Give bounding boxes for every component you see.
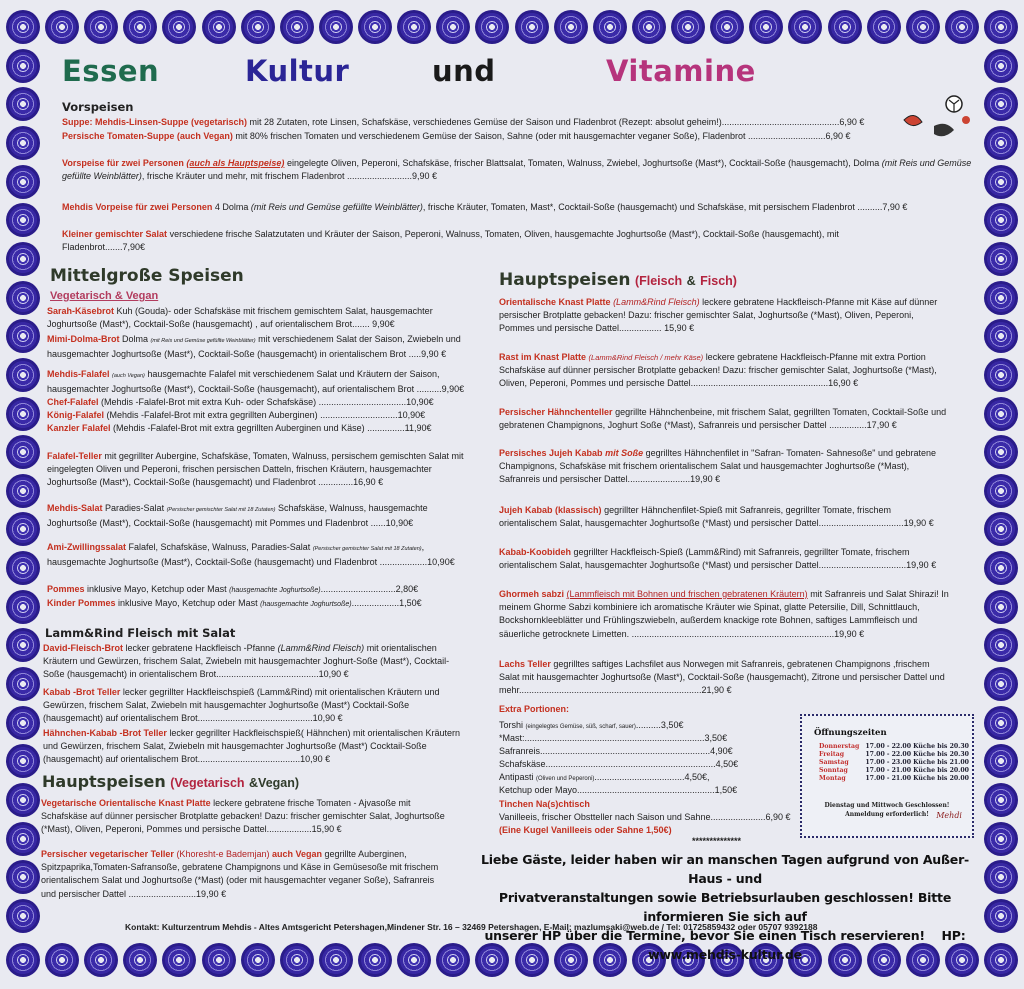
extra-item: Safranreis....................................................................4,90€ [499,746,733,756]
border-rosette-icon [6,474,40,508]
closure-notice [470,850,980,964]
menu-item: David-Fleisch-Brot lecker gebratene Hackfleisch -Pfanne (Lamm&Rind Fleisch) mit orientalischen Kräutern und Gewürzen, frischem Salat, Zwiebeln mit hausgemachter Joghurt-Soße (Mast*), Cocktail-Soße (hausgemacht) in orientalischem Brot.........................................10,90 € [43,643,450,680]
menu-item: Jujeh Kabab (klassisch) gegrillter Hähnchenfilet-Spieß mit Safranreis, gegrillter Tomate, frischem orientalischem Salat, hausgemachter Joghurtsoße (*Mast) und persischer Dattel..................................19,90 € [499,505,934,529]
lamm-rind-heading: Lamm&Rind Fleisch mit Salat [45,626,236,640]
mittelgrosse-speisen-heading: Mittelgroße Speisen [50,266,244,286]
border-rosette-icon [6,628,40,662]
vorspeise-item: Kleiner gemischter Salat verschiedene frische Salatzutaten und Kräuter der Saison, Peperoni, Walnuss, Tomaten, Oliven, hausgemachte Joghurtsoße (Mast*), Cocktail-Soße (hausgemacht), mit Fladenbrot.......7,90€ [62,229,839,253]
border-rosette-icon [436,943,470,977]
border-rosette-icon [6,899,40,933]
border-rosette-icon [984,590,1018,624]
border-rosette-icon [6,860,40,894]
border-rosette-icon [593,10,627,44]
border-rosette-icon [984,474,1018,508]
border-rosette-icon [984,512,1018,546]
border-rosette-icon [984,628,1018,662]
menu-item: Ghormeh sabzi (Lammfleisch mit Bohnen und frischen gebratenen Kräutern) mit Safranreis und Salat Shirazi! In meinem Ghorme Sabzi kombiniere ich aromatische Kräuter wie Spinat, glatte Petersilie, Dill, Schnittlauch, Bockshornkleeblätter und Frühlingszwiebeln, außerdem knackige rote Bohnen, saftiges Lammfleisch und säuerliche getrocknete Limetten. .................................................................................19,90 € [499,589,949,639]
border-rosette-icon [358,10,392,44]
border-rosette-icon [6,281,40,315]
hours-row: Sonntag 17.00 - 21.00 Küche bis 20.00 [819,766,969,774]
border-rosette-icon [984,49,1018,83]
border-rosette-icon [6,319,40,353]
vegetarisch-vegan-subheading: Vegetarisch & Vegan [50,290,159,302]
border-rosette-icon [710,10,744,44]
border-rosette-icon [6,551,40,585]
vorspeise-item: Persische Tomaten-Suppe (auch Vegan) mit 80% frischen Tomaten und verschiedenem Gemüse der Saison, Sahne (oder mit hausgemachter veganer Soße), Fladenbrot ...............................6,90 € [62,131,851,141]
border-rosette-icon [6,49,40,83]
menu-item: König-Falafel (Mehdis -Falafel-Brot mit extra gegrillten Auberginen) ...............................10,90€ [47,410,426,420]
border-rosette-icon [984,783,1018,817]
border-rosette-icon [123,943,157,977]
border-rosette-icon [45,943,79,977]
mascot-drawing-icon [894,90,974,145]
contact-line: Kontakt: Kulturzentrum Mehdis - Altes Amtsgericht Petershagen,Mindener Str. 16 – 32469 Petershagen, E-Mail: mazlumsaki@web.de / Tel: 01725859432 oder 05707 9392188 [125,922,818,932]
border-rosette-icon [984,943,1018,977]
border-rosette-icon [84,10,118,44]
border-rosette-icon [6,783,40,817]
signature: Mehdi [936,811,962,820]
menu-item: Sarah-Käsebrot Kuh (Gouda)- oder Schafskäse mit frischem gemischtem Salat, hausgemachter Joghurtsoße (Mast*), Cocktail-Soße (hausgemacht) , auf orientalischem Brot....... 9,90€ [47,306,433,330]
vorspeise-item: Vorspeise für zwei Personen (auch als Hauptspeise) eingelegte Oliven, Peperoni, Schafskäse, frischer Blattsalat, Tomaten, Walnuss, Zwiebel, Joghurtsoße (Mast*), Cocktail-Soße (hausgemacht), Dolma (mit Reis und Gemüse gefüllte Weinblätter), frische Kräuter und mehr, mit frischem Fladenbrot ..........................9,90 € [62,158,972,182]
border-rosette-icon [671,10,705,44]
border-rosette-icon [436,10,470,44]
border-rosette-icon [6,87,40,121]
border-rosette-icon [397,10,431,44]
dessert-item: Vanilleeis, frischer Obstteller nach Saison und Sahne......................6,90 € [499,812,791,822]
border-rosette-icon [319,943,353,977]
extra-item: *Mast:........................................................................3,50€ [499,733,728,743]
border-rosette-icon [162,943,196,977]
border-rosette-icon [984,10,1018,44]
border-rosette-icon [6,165,40,199]
border-rosette-icon [554,10,588,44]
border-rosette-icon [828,10,862,44]
menu-item: Orientalische Knast Platte (Lamm&Rind Fleisch) leckere gebratene Hackfleisch-Pfanne mit Käse auf dünner persischer Brotplatte gebacken! Dazu: frischer gemischter Salat, Joghurtsoße (*Mast), Oliven, Peperoni, Pommes und persische Dattel................. 15,90 € [499,297,938,334]
title-word-kultur: Kultur [245,54,350,88]
extra-item: Schafskäse....................................................................4,50€ [499,759,739,769]
border-rosette-icon [984,551,1018,585]
extra-item: Torshi (eingelegtes Gemüse, süß, scharf, sauer)..........3,50€ [499,720,684,730]
dessert-note: (Eine Kugel Vanilleeis oder Sahne 1,50€) [499,825,672,835]
dessert-heading: Tinchen Na(s)chtisch [499,799,590,809]
menu-item: Hähnchen-Kabab -Brot Teller lecker gegrillter Hackfleischspieß( Hähnchen) mit orientalischen Kräutern und Gewürzen, frischem Salat, Zwiebeln mit hausgemachter Joghurtsoße (Mast*) Cocktail-Soße (hausgemacht) auf orientalischem Brot.........................................10,90 € [43,728,460,765]
notice-line: Privatveranstaltungen sowie Betriebsurlauben geschlossen! Bitte informieren Sie sich auf [498,890,952,924]
menu-item: Persischer vegetarischer Teller (Khoresht-e Bademjan) auch Vegan gegrillte Auberginen, Spitzpaprika,Tomaten-Safransoße, gebratene Champignons und Käse in Gemüsesoße mit frischem orientalischem Salat und Joghurtsoße (*Mast) (oder mit hausgemachter veganer Soße), Safranreis und persischer Dattel ...........................19,90 € [41,849,439,899]
border-rosette-icon [123,10,157,44]
extra-item: Antipasti (Oliven und Peperoni)....................................4,50€, [499,772,710,782]
border-rosette-icon [6,706,40,740]
opening-hours-table [816,743,972,782]
border-rosette-icon [6,10,40,44]
border-rosette-icon [984,667,1018,701]
hours-row: Freitag 17.00 - 22.00 Küche bis 20.30 [819,751,969,759]
hauptspeisen-fleisch-heading: Hauptspeisen (Fleisch & Fisch) [499,270,737,290]
border-rosette-icon [984,87,1018,121]
menu-item: Kabab -Brot Teller lecker gegrillter Hackfleischspieß (Lamm&Rind) mit orientalischen Kräutern und Gewürzen, frischem Salat, Zwiebeln mit hausgemachter Joghurtsoße (Mast*) Cocktail-Soße (hausgemacht) auf orientalischem Brot..............................................10,90 € [43,687,440,724]
menu-item: Falafel-Teller mit gegrillter Aubergine, Schafskäse, Tomaten, Walnuss, persischem gemischten Salat mit eingelegten Oliven und Peperoni, frischen persischen Datteln, frischen Kräutern, hausgemachter Joghurtsoße (Mast*), Cocktail-Soße (hausgemacht) und Fladenbrot ..............16,90 € [47,451,464,488]
border-rosette-icon [945,10,979,44]
border-rosette-icon [984,899,1018,933]
border-rosette-icon [162,10,196,44]
menu-item: Mehdis-Salat Paradies-Salat (Persischer gemischter Salat mit 18 Zutaten) Schafskäse, Walnuss, hausgemachte Joghurtsoße (Mast*), Cocktail-Soße (hausgemacht) mit Pommes und Fladenbrot ......10,90€ [47,503,428,529]
border-rosette-icon [984,165,1018,199]
border-rosette-icon [906,10,940,44]
border-rosette-icon [984,397,1018,431]
border-rosette-icon [241,10,275,44]
border-rosette-icon [984,126,1018,160]
border-rosette-icon [202,10,236,44]
menu-item: Kabab-Koobideh gegrillter Hackfleisch-Spieß (Lamm&Rind) mit Safranreis, gegrillter Tomate, frischem orientalischem Salat, hausgemachter Joghurtsoße (*Mast) und persischer Dattel...................................19,90 € [499,547,937,571]
border-rosette-icon [984,744,1018,778]
border-rosette-icon [6,435,40,469]
hours-row: Donnerstag 17.00 - 22.00 Küche bis 20.30 [819,743,969,751]
border-rosette-icon [6,126,40,160]
border-rosette-icon [984,242,1018,276]
border-rosette-icon [984,319,1018,353]
border-rosette-icon [984,435,1018,469]
border-rosette-icon [45,10,79,44]
title-word-vitamine: Vitamine [606,54,756,88]
border-rosette-icon [984,358,1018,392]
vorspeise-item: Mehdis Vorpeise für zwei Personen 4 Dolma (mit Reis und Gemüse gefüllte Weinblätter), frische Kräuter, Tomaten, Mast*, Cocktail-Soße (hausgemacht) und Schafskäse, mit persischem Fladenbrot ..........7,90 € [62,202,908,212]
closed-note: Dienstag und Mittwoch Geschlossen! [824,802,950,809]
border-rosette-icon [6,203,40,237]
border-rosette-icon [358,943,392,977]
border-rosette-icon [6,397,40,431]
border-rosette-icon [241,943,275,977]
border-rosette-icon [6,667,40,701]
homepage-link[interactable]: HP: www.mehdis-kultur.de [648,928,966,962]
border-rosette-icon [6,943,40,977]
menu-item: Kanzler Falafel (Mehdis -Falafel-Brot mit extra gegrillten Auberginen und Käse) ...............11,90€ [47,423,432,433]
border-rosette-icon [6,512,40,546]
border-rosette-icon [632,10,666,44]
border-rosette-icon [6,744,40,778]
title-word-und: und [432,54,496,88]
menu-item: Ami-Zwillingssalat Falafel, Schafskäse, Walnuss, Paradies-Salat (Persischer gemischter Salat mit 18 Zutaten), hausgemachte Joghurtsoße (Mast*), Cocktail-Soße (hausgemacht) und Fladenbrot ...................10,90€ [47,542,455,568]
menu-item: Mehdis-Falafel (auch Vegan) hausgemachte Falafel mit verschiedenem Salat und Kräutern der Saison, hausgemachter Joghurtsoße (Mast*), Cocktail-Soße (hausgemacht), auf orientalischem Brot ..........9,90€ [47,369,465,395]
border-rosette-icon [788,10,822,44]
separator-stars: ************** [692,836,742,846]
border-rosette-icon [984,203,1018,237]
border-rosette-icon [397,943,431,977]
notice-line: Liebe Gäste, leider haben wir an manschen Tagen aufgrund von Außer-Haus - und [480,852,970,886]
vorspeise-item: Suppe: Mehdis-Linsen-Suppe (vegetarisch) mit 28 Zutaten, rote Linsen, Schafskäse, verschiedenes Gemüse der Saison und Fladenbrot (Rezept: absolut geheim!)...............................................6,90 € [62,117,865,127]
border-rosette-icon [6,242,40,276]
border-rosette-icon [84,943,118,977]
border-rosette-icon [984,281,1018,315]
border-rosette-icon [6,358,40,392]
menu-item: Persisches Jujeh Kabab mit Soße gegrilltes Hähnchenfilet in "Safran- Tomaten- Sahnesoße" und gebratene Champignons, Schafskäse mit frischem orientalischem Salat und hausgemachter Joghurtsoße (*Mast), Safranreis und persischer Dattel.........................19,90 € [499,448,937,485]
vorspeisen-heading: Vorspeisen [62,100,134,114]
border-rosette-icon [202,943,236,977]
menu-item: Pommes inklusive Mayo, Ketchup oder Mast (hausgemachte Joghurtsoße)..............................2,80€ [47,584,419,594]
border-rosette-icon [280,943,314,977]
extra-heading: Extra Portionen: [499,704,570,714]
menu-item: Lachs Teller gegrilltes saftiges Lachsfilet aus Norwegen mit Safranreis, gebratenen Champignons ,frischem Salat mit hausgemachter Joghurtsoße (Mast*), Cocktail-Soße (hausgemacht), Zitrone und persischer Dattel und mehr.........................................................................21,90 € [499,659,945,696]
opening-hours-title: Öffnungszeiten [814,728,887,738]
menu-item: Rast im Knast Platte (Lamm&Rind Fleisch / mehr Käse) leckere gebratene Hackfleisch-Pfanne mit extra Portion Schafskäse auf dünner persischer Brotplatte gebacken! Dazu: frischer gemischter Salat, Joghurtsoße (*Mast), Oliven, Peperoni, Pommes und persische Dattel.......................................................16,90 € [499,352,937,389]
border-rosette-icon [515,10,549,44]
notice-line: unserer HP über die Termine, bevor Sie einen Tisch reservieren! HP: www.mehdis-kultur.de [484,928,966,962]
border-rosette-icon [6,590,40,624]
border-rosette-icon [319,10,353,44]
menu-item: Chef-Falafel (Mehdis -Falafel-Brot mit extra Kuh- oder Schafskäse) ...................................10,90€ [47,397,434,407]
menu-item: Mimi-Dolma-Brot Dolma (mit Reis und Gemüse gefüllte Weinblätter) mit verschiedenem Salat der Saison, Zwiebeln und hausgemachter Joghurtsoße (Mast*), Cocktail-Soße (hausgemacht) in orientalischem Brot .....9,90 € [47,334,461,360]
border-rosette-icon [280,10,314,44]
extra-item: Ketchup oder Mayo.......................................................1,50€ [499,785,738,795]
border-rosette-icon [6,822,40,856]
hours-row: Montag 17.00 - 21.00 Küche bis 20.00 [819,774,969,782]
border-rosette-icon [475,10,509,44]
title-word-essen: Essen [62,54,160,88]
border-rosette-icon [984,706,1018,740]
hours-row: Samstag 17.00 - 23.00 Küche bis 21.00 [819,758,969,766]
border-rosette-icon [984,860,1018,894]
menu-item: Kinder Pommes inklusive Mayo, Ketchup oder Mast (hausgemachte Joghurtsoße)...................1,50€ [47,598,422,608]
opening-hours-box [800,714,974,838]
border-rosette-icon [867,10,901,44]
border-rosette-icon [749,10,783,44]
menu-item: Vegetarische Orientalische Knast Platte leckere gebratene frische Tomaten - Ajvasoße mit Schafskäse auf dünner persischer Brotplatte gebacken! Dazu: frischer gemischter Salat, Joghurtsoße (*Mast), Oliven, Peperoni, Pommes und persische Dattel..................15,90 € [41,798,445,835]
border-rosette-icon [984,822,1018,856]
hauptspeisen-vegetarisch-heading: Hauptspeisen (Vegetarisch &Vegan) [42,772,300,791]
menu-item: Persischer Hähnchenteller gegrillte Hähnchenbeine, mit frischem Salat, gegrillten Tomaten, Cocktail-Soße und gebratenen Champignons, Joghurt Soße (*Mast), Safranreis und persischer Dattel ...............17,90 € [499,407,947,431]
registration-note: Anmeldung erforderlich! [845,811,929,818]
